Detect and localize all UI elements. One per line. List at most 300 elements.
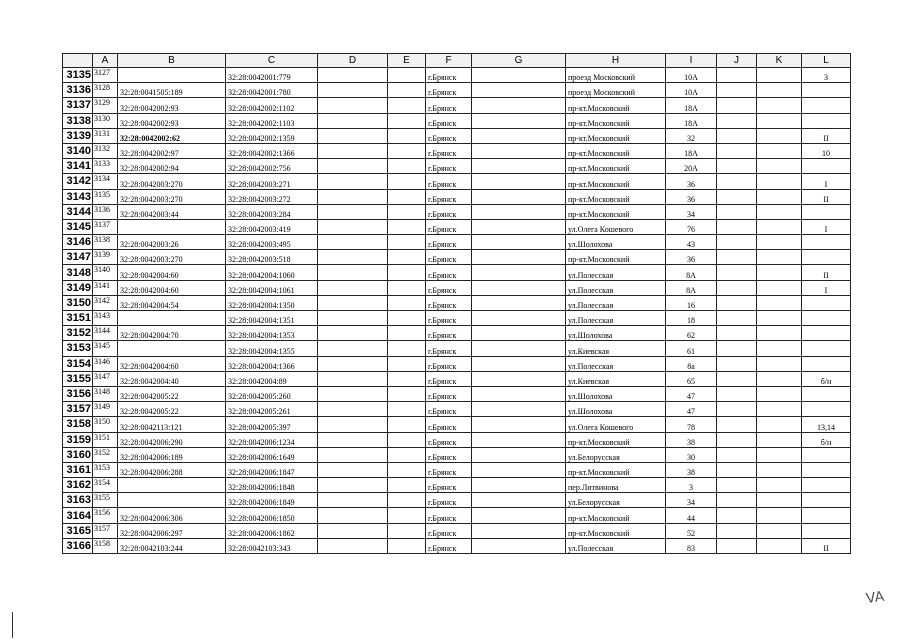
cell-e[interactable] <box>388 432 426 447</box>
cell-l[interactable] <box>802 356 851 371</box>
cell-g[interactable] <box>472 341 566 356</box>
cell-f[interactable]: г.Брянск <box>426 417 472 432</box>
cell-e[interactable] <box>388 250 426 265</box>
cell-g[interactable] <box>472 174 566 189</box>
cell-d[interactable] <box>318 250 388 265</box>
cell-h[interactable]: пр-кт.Московский <box>566 113 666 128</box>
cell-j[interactable] <box>717 447 757 462</box>
row-number[interactable]: 3146 <box>63 235 93 250</box>
column-header[interactable]: I <box>666 54 717 68</box>
column-header[interactable]: A <box>93 54 118 68</box>
cell-l[interactable]: б/н <box>802 371 851 386</box>
cell-j[interactable] <box>717 295 757 310</box>
cell-b[interactable] <box>118 219 226 234</box>
cell-i[interactable]: 38 <box>666 462 717 477</box>
cell-d[interactable] <box>318 280 388 295</box>
row-number[interactable]: 3152 <box>63 326 93 341</box>
cell-a[interactable]: 3129 <box>93 98 118 113</box>
cell-b[interactable]: 32:28:0042002:97 <box>118 143 226 158</box>
cell-f[interactable]: г.Брянск <box>426 356 472 371</box>
cell-j[interactable] <box>717 83 757 98</box>
row-number[interactable]: 3153 <box>63 341 93 356</box>
cell-e[interactable] <box>388 493 426 508</box>
cell-f[interactable]: г.Брянск <box>426 508 472 523</box>
cell-e[interactable] <box>388 371 426 386</box>
cell-j[interactable] <box>717 204 757 219</box>
cell-j[interactable] <box>717 174 757 189</box>
cell-e[interactable] <box>388 386 426 401</box>
cell-d[interactable] <box>318 371 388 386</box>
cell-g[interactable] <box>472 204 566 219</box>
cell-g[interactable] <box>472 371 566 386</box>
cell-j[interactable] <box>717 402 757 417</box>
cell-b[interactable]: 32:28:0042003:270 <box>118 250 226 265</box>
cell-c[interactable]: 32:28:0042003:495 <box>226 235 318 250</box>
cell-l[interactable]: I <box>802 174 851 189</box>
cell-j[interactable] <box>717 538 757 553</box>
row-number[interactable]: 3148 <box>63 265 93 280</box>
cell-i[interactable]: 3 <box>666 478 717 493</box>
cell-l[interactable]: 10 <box>802 143 851 158</box>
cell-k[interactable] <box>757 417 802 432</box>
cell-i[interactable]: 16 <box>666 295 717 310</box>
cell-a[interactable]: 3135 <box>93 189 118 204</box>
cell-j[interactable] <box>717 508 757 523</box>
cell-a[interactable]: 3143 <box>93 311 118 326</box>
cell-f[interactable]: г.Брянск <box>426 204 472 219</box>
cell-i[interactable]: 8а <box>666 356 717 371</box>
cell-l[interactable] <box>802 204 851 219</box>
cell-e[interactable] <box>388 295 426 310</box>
row-number[interactable]: 3164 <box>63 508 93 523</box>
cell-c[interactable]: 32:28:0042103:343 <box>226 538 318 553</box>
cell-j[interactable] <box>717 235 757 250</box>
cell-j[interactable] <box>717 159 757 174</box>
cell-e[interactable] <box>388 174 426 189</box>
cell-e[interactable] <box>388 204 426 219</box>
cell-l[interactable]: II <box>802 265 851 280</box>
row-number[interactable]: 3162 <box>63 478 93 493</box>
cell-h[interactable]: ул.Шолохова <box>566 235 666 250</box>
cell-a[interactable]: 3144 <box>93 326 118 341</box>
cell-i[interactable]: 32 <box>666 128 717 143</box>
cell-b[interactable]: 32:28:0042002:93 <box>118 98 226 113</box>
cell-b[interactable]: 32:28:0042003:270 <box>118 174 226 189</box>
cell-e[interactable] <box>388 128 426 143</box>
cell-j[interactable] <box>717 386 757 401</box>
cell-f[interactable]: г.Брянск <box>426 447 472 462</box>
cell-b[interactable]: 32:28:0042006:288 <box>118 462 226 477</box>
cell-c[interactable]: 32:28:0042003:284 <box>226 204 318 219</box>
cell-g[interactable] <box>472 280 566 295</box>
cell-f[interactable]: г.Брянск <box>426 219 472 234</box>
row-number[interactable]: 3155 <box>63 371 93 386</box>
cell-j[interactable] <box>717 417 757 432</box>
cell-l[interactable]: I <box>802 280 851 295</box>
cell-l[interactable]: II <box>802 538 851 553</box>
cell-a[interactable]: 3140 <box>93 265 118 280</box>
cell-i[interactable]: 34 <box>666 204 717 219</box>
cell-e[interactable] <box>388 265 426 280</box>
column-header[interactable]: D <box>318 54 388 68</box>
cell-b[interactable]: 32:28:0042004:70 <box>118 326 226 341</box>
cell-j[interactable] <box>717 493 757 508</box>
cell-d[interactable] <box>318 493 388 508</box>
cell-c[interactable]: 32:28:0042002:1102 <box>226 98 318 113</box>
cell-b[interactable] <box>118 311 226 326</box>
row-number[interactable]: 3159 <box>63 432 93 447</box>
cell-g[interactable] <box>472 523 566 538</box>
cell-k[interactable] <box>757 204 802 219</box>
cell-a[interactable]: 3148 <box>93 386 118 401</box>
cell-d[interactable] <box>318 68 388 83</box>
cell-h[interactable]: пр-кт.Московский <box>566 128 666 143</box>
cell-j[interactable] <box>717 326 757 341</box>
cell-k[interactable] <box>757 508 802 523</box>
cell-f[interactable]: г.Брянск <box>426 174 472 189</box>
cell-c[interactable]: 32:28:0042006:1234 <box>226 432 318 447</box>
cell-h[interactable]: ул.Полесская <box>566 356 666 371</box>
cell-k[interactable] <box>757 174 802 189</box>
row-number[interactable]: 3141 <box>63 159 93 174</box>
cell-d[interactable] <box>318 174 388 189</box>
cell-e[interactable] <box>388 143 426 158</box>
cell-h[interactable]: пр-кт.Московский <box>566 174 666 189</box>
cell-c[interactable]: 32:28:0042003:419 <box>226 219 318 234</box>
cell-c[interactable]: 32:28:0042002:756 <box>226 159 318 174</box>
cell-b[interactable]: 32:28:0042005:22 <box>118 386 226 401</box>
cell-h[interactable]: пр-кт.Московский <box>566 189 666 204</box>
cell-b[interactable]: 32:28:0042002:62 <box>118 128 226 143</box>
cell-j[interactable] <box>717 98 757 113</box>
cell-g[interactable] <box>472 143 566 158</box>
cell-b[interactable] <box>118 478 226 493</box>
cell-h[interactable]: ул.Киевская <box>566 341 666 356</box>
cell-l[interactable] <box>802 386 851 401</box>
cell-g[interactable] <box>472 250 566 265</box>
cell-g[interactable] <box>472 235 566 250</box>
cell-a[interactable]: 3136 <box>93 204 118 219</box>
cell-e[interactable] <box>388 508 426 523</box>
cell-g[interactable] <box>472 432 566 447</box>
row-number[interactable]: 3150 <box>63 295 93 310</box>
row-number[interactable]: 3156 <box>63 386 93 401</box>
cell-d[interactable] <box>318 462 388 477</box>
cell-j[interactable] <box>717 523 757 538</box>
cell-h[interactable]: пр-кт.Московский <box>566 523 666 538</box>
cell-j[interactable] <box>717 356 757 371</box>
cell-i[interactable]: 83 <box>666 538 717 553</box>
cell-l[interactable]: II <box>802 189 851 204</box>
cell-g[interactable] <box>472 538 566 553</box>
cell-k[interactable] <box>757 493 802 508</box>
cell-c[interactable]: 32:28:0042006:1849 <box>226 493 318 508</box>
row-number[interactable]: 3145 <box>63 219 93 234</box>
cell-l[interactable] <box>802 113 851 128</box>
cell-e[interactable] <box>388 462 426 477</box>
cell-e[interactable] <box>388 280 426 295</box>
cell-c[interactable]: 32:28:0042006:1862 <box>226 523 318 538</box>
row-number[interactable]: 3142 <box>63 174 93 189</box>
cell-k[interactable] <box>757 280 802 295</box>
cell-l[interactable]: б/н <box>802 432 851 447</box>
cell-g[interactable] <box>472 113 566 128</box>
cell-c[interactable]: 32:28:0042002:1103 <box>226 113 318 128</box>
cell-h[interactable]: ул.Полесская <box>566 280 666 295</box>
cell-e[interactable] <box>388 311 426 326</box>
cell-j[interactable] <box>717 280 757 295</box>
row-number[interactable]: 3135 <box>63 68 93 83</box>
cell-d[interactable] <box>318 326 388 341</box>
cell-d[interactable] <box>318 386 388 401</box>
cell-a[interactable]: 3158 <box>93 538 118 553</box>
cell-a[interactable]: 3153 <box>93 462 118 477</box>
cell-d[interactable] <box>318 402 388 417</box>
cell-l[interactable] <box>802 326 851 341</box>
cell-e[interactable] <box>388 326 426 341</box>
cell-b[interactable]: 32:28:0042006:290 <box>118 432 226 447</box>
cell-i[interactable]: 30 <box>666 447 717 462</box>
cell-l[interactable] <box>802 98 851 113</box>
cell-f[interactable]: г.Брянск <box>426 280 472 295</box>
cell-g[interactable] <box>472 478 566 493</box>
cell-e[interactable] <box>388 417 426 432</box>
row-number[interactable]: 3151 <box>63 311 93 326</box>
cell-g[interactable] <box>472 356 566 371</box>
cell-b[interactable]: 32:28:0042113:121 <box>118 417 226 432</box>
cell-a[interactable]: 3127 <box>93 68 118 83</box>
cell-h[interactable]: пр-кт.Московский <box>566 508 666 523</box>
cell-d[interactable] <box>318 523 388 538</box>
cell-i[interactable]: 78 <box>666 417 717 432</box>
cell-h[interactable]: пр-кт.Московский <box>566 204 666 219</box>
cell-j[interactable] <box>717 113 757 128</box>
cell-f[interactable]: г.Брянск <box>426 432 472 447</box>
cell-l[interactable]: II <box>802 128 851 143</box>
corner-cell[interactable] <box>63 54 93 68</box>
cell-e[interactable] <box>388 478 426 493</box>
cell-e[interactable] <box>388 356 426 371</box>
cell-l[interactable]: 3 <box>802 68 851 83</box>
row-number[interactable]: 3136 <box>63 83 93 98</box>
cell-g[interactable] <box>472 128 566 143</box>
cell-k[interactable] <box>757 83 802 98</box>
cell-i[interactable]: 36 <box>666 174 717 189</box>
cell-j[interactable] <box>717 265 757 280</box>
cell-h[interactable]: пр-кт.Московский <box>566 159 666 174</box>
row-number[interactable]: 3139 <box>63 128 93 143</box>
cell-b[interactable]: 32:28:0042004:60 <box>118 280 226 295</box>
column-header[interactable]: F <box>426 54 472 68</box>
cell-g[interactable] <box>472 493 566 508</box>
column-header[interactable]: E <box>388 54 426 68</box>
cell-e[interactable] <box>388 159 426 174</box>
cell-b[interactable]: 32:28:0042004:60 <box>118 356 226 371</box>
cell-f[interactable]: г.Брянск <box>426 68 472 83</box>
row-number[interactable]: 3165 <box>63 523 93 538</box>
cell-c[interactable]: 32:28:0042005:261 <box>226 402 318 417</box>
cell-h[interactable]: ул.Белорусская <box>566 447 666 462</box>
cell-i[interactable]: 61 <box>666 341 717 356</box>
cell-d[interactable] <box>318 341 388 356</box>
cell-a[interactable]: 3154 <box>93 478 118 493</box>
cell-d[interactable] <box>318 204 388 219</box>
cell-d[interactable] <box>318 143 388 158</box>
cell-e[interactable] <box>388 523 426 538</box>
cell-k[interactable] <box>757 538 802 553</box>
cell-e[interactable] <box>388 189 426 204</box>
cell-f[interactable]: г.Брянск <box>426 326 472 341</box>
cell-a[interactable]: 3146 <box>93 356 118 371</box>
cell-l[interactable] <box>802 508 851 523</box>
cell-g[interactable] <box>472 402 566 417</box>
cell-b[interactable]: 32:28:0042002:94 <box>118 159 226 174</box>
cell-k[interactable] <box>757 478 802 493</box>
cell-b[interactable]: 32:28:0042006:306 <box>118 508 226 523</box>
cell-d[interactable] <box>318 447 388 462</box>
cell-a[interactable]: 3157 <box>93 523 118 538</box>
cell-a[interactable]: 3150 <box>93 417 118 432</box>
cell-c[interactable]: 32:28:0042006:1850 <box>226 508 318 523</box>
cell-e[interactable] <box>388 235 426 250</box>
cell-f[interactable]: г.Брянск <box>426 523 472 538</box>
cell-l[interactable] <box>802 295 851 310</box>
cell-c[interactable]: 32:28:0042006:1848 <box>226 478 318 493</box>
cell-e[interactable] <box>388 447 426 462</box>
cell-i[interactable]: 38 <box>666 432 717 447</box>
cell-e[interactable] <box>388 538 426 553</box>
cell-f[interactable]: г.Брянск <box>426 371 472 386</box>
cell-d[interactable] <box>318 417 388 432</box>
row-number[interactable]: 3158 <box>63 417 93 432</box>
cell-c[interactable]: 32:28:0042004:1350 <box>226 295 318 310</box>
cell-c[interactable]: 32:28:0042004:1355 <box>226 341 318 356</box>
row-number[interactable]: 3144 <box>63 204 93 219</box>
cell-a[interactable]: 3138 <box>93 235 118 250</box>
cell-d[interactable] <box>318 98 388 113</box>
cell-b[interactable]: 32:28:0042004:60 <box>118 265 226 280</box>
cell-b[interactable]: 32:28:0042002:93 <box>118 113 226 128</box>
row-number[interactable]: 3149 <box>63 280 93 295</box>
cell-j[interactable] <box>717 128 757 143</box>
cell-i[interactable]: 10А <box>666 68 717 83</box>
cell-f[interactable]: г.Брянск <box>426 235 472 250</box>
cell-a[interactable]: 3152 <box>93 447 118 462</box>
cell-f[interactable]: г.Брянск <box>426 143 472 158</box>
cell-l[interactable] <box>802 83 851 98</box>
cell-i[interactable]: 18А <box>666 143 717 158</box>
cell-k[interactable] <box>757 98 802 113</box>
cell-d[interactable] <box>318 113 388 128</box>
cell-k[interactable] <box>757 326 802 341</box>
cell-g[interactable] <box>472 462 566 477</box>
cell-h[interactable]: ул.Полесская <box>566 295 666 310</box>
column-header[interactable]: H <box>566 54 666 68</box>
cell-j[interactable] <box>717 432 757 447</box>
cell-l[interactable] <box>802 250 851 265</box>
cell-l[interactable] <box>802 341 851 356</box>
row-number[interactable]: 3140 <box>63 143 93 158</box>
cell-g[interactable] <box>472 417 566 432</box>
cell-g[interactable] <box>472 68 566 83</box>
cell-d[interactable] <box>318 189 388 204</box>
cell-f[interactable]: г.Брянск <box>426 402 472 417</box>
cell-e[interactable] <box>388 341 426 356</box>
cell-h[interactable]: ул.Киевская <box>566 371 666 386</box>
cell-b[interactable]: 32:28:0042005:22 <box>118 402 226 417</box>
cell-c[interactable]: 32:28:0042006:1847 <box>226 462 318 477</box>
cell-c[interactable]: 32:28:0042003:518 <box>226 250 318 265</box>
cell-c[interactable]: 32:28:0042005:260 <box>226 386 318 401</box>
cell-g[interactable] <box>472 159 566 174</box>
cell-b[interactable]: 32:28:0042004:40 <box>118 371 226 386</box>
cell-d[interactable] <box>318 219 388 234</box>
cell-b[interactable]: 32:28:0042103:244 <box>118 538 226 553</box>
cell-a[interactable]: 3137 <box>93 219 118 234</box>
cell-d[interactable] <box>318 235 388 250</box>
cell-k[interactable] <box>757 295 802 310</box>
cell-g[interactable] <box>472 508 566 523</box>
cell-a[interactable]: 3130 <box>93 113 118 128</box>
cell-g[interactable] <box>472 311 566 326</box>
cell-a[interactable]: 3131 <box>93 128 118 143</box>
cell-e[interactable] <box>388 83 426 98</box>
cell-h[interactable]: пр-кт.Московский <box>566 250 666 265</box>
cell-c[interactable]: 32:28:0042004:89 <box>226 371 318 386</box>
cell-g[interactable] <box>472 295 566 310</box>
cell-i[interactable]: 36 <box>666 250 717 265</box>
cell-i[interactable]: 8А <box>666 265 717 280</box>
cell-j[interactable] <box>717 371 757 386</box>
cell-l[interactable] <box>802 462 851 477</box>
cell-k[interactable] <box>757 386 802 401</box>
column-header[interactable]: J <box>717 54 757 68</box>
cell-c[interactable]: 32:28:0042003:272 <box>226 189 318 204</box>
cell-k[interactable] <box>757 447 802 462</box>
cell-k[interactable] <box>757 462 802 477</box>
column-header[interactable]: L <box>802 54 851 68</box>
cell-i[interactable]: 52 <box>666 523 717 538</box>
cell-k[interactable] <box>757 371 802 386</box>
cell-f[interactable]: г.Брянск <box>426 386 472 401</box>
row-number[interactable]: 3147 <box>63 250 93 265</box>
cell-k[interactable] <box>757 341 802 356</box>
cell-j[interactable] <box>717 478 757 493</box>
cell-f[interactable]: г.Брянск <box>426 311 472 326</box>
cell-b[interactable] <box>118 341 226 356</box>
cell-f[interactable]: г.Брянск <box>426 493 472 508</box>
cell-h[interactable]: пр-кт.Московский <box>566 98 666 113</box>
cell-l[interactable]: I <box>802 219 851 234</box>
cell-l[interactable] <box>802 235 851 250</box>
cell-e[interactable] <box>388 113 426 128</box>
row-number[interactable]: 3160 <box>63 447 93 462</box>
cell-j[interactable] <box>717 462 757 477</box>
cell-j[interactable] <box>717 219 757 234</box>
cell-i[interactable]: 34 <box>666 493 717 508</box>
cell-k[interactable] <box>757 143 802 158</box>
cell-b[interactable]: 32:28:0042003:26 <box>118 235 226 250</box>
cell-k[interactable] <box>757 402 802 417</box>
row-number[interactable]: 3138 <box>63 113 93 128</box>
cell-c[interactable]: 32:28:0042004:1353 <box>226 326 318 341</box>
cell-i[interactable]: 65 <box>666 371 717 386</box>
row-number[interactable]: 3137 <box>63 98 93 113</box>
cell-g[interactable] <box>472 219 566 234</box>
cell-k[interactable] <box>757 68 802 83</box>
cell-h[interactable]: ул.Олега Кошевого <box>566 219 666 234</box>
cell-k[interactable] <box>757 159 802 174</box>
